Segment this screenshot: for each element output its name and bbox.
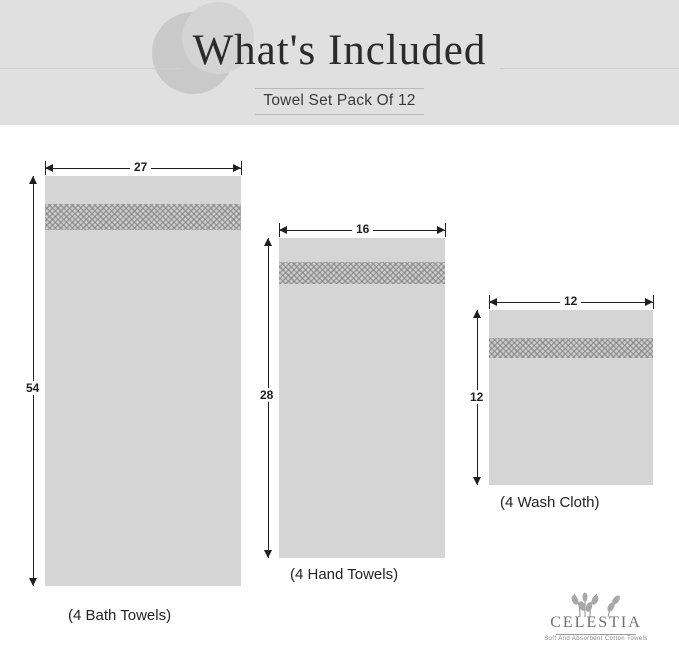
hand-towel-stripe xyxy=(279,262,445,284)
hand-towel-shape xyxy=(279,238,445,558)
bath-width-tick-left xyxy=(45,161,46,175)
brand-logo xyxy=(534,592,658,652)
hand-width-arrow-right-icon xyxy=(437,226,445,234)
bath-height-arrow-down-icon xyxy=(29,578,37,586)
bath-towel-shape xyxy=(45,176,241,586)
page-subtitle: Towel Set Pack Of 12 xyxy=(255,88,423,115)
bath-width-label: 27 xyxy=(130,160,151,174)
brand-rule xyxy=(556,634,636,635)
brand-name: CELESTIA xyxy=(550,614,642,631)
wash-cloth-stripe xyxy=(489,338,653,358)
wash-width-arrow-right-icon xyxy=(645,298,653,306)
hand-width-label: 16 xyxy=(352,222,373,236)
wash-cloth-caption: (4 Wash Cloth) xyxy=(500,494,600,511)
header-band xyxy=(0,0,679,125)
bath-height-arrow-up-icon xyxy=(29,176,37,184)
wash-height-label: 12 xyxy=(466,390,487,404)
wash-width-tick-left xyxy=(489,295,490,309)
brand-tagline: Soft And Absorbent Cotton Towels xyxy=(544,636,648,642)
hand-width-tick-left xyxy=(279,223,280,237)
hand-width-tick-right xyxy=(445,223,446,237)
hand-height-arrow-up-icon xyxy=(264,238,272,246)
hand-width-arrow-left-icon xyxy=(279,226,287,234)
page-subtitle-wrap xyxy=(0,88,679,115)
bath-width-arrow-right-icon xyxy=(233,164,241,172)
bath-towel-stripe xyxy=(45,204,241,230)
bath-towel-caption: (4 Bath Towels) xyxy=(68,607,172,624)
hand-height-arrow-down-icon xyxy=(264,550,272,558)
wash-width-arrow-left-icon xyxy=(489,298,497,306)
hand-height-label: 28 xyxy=(256,388,277,402)
wash-width-label: 12 xyxy=(560,294,581,308)
bath-width-tick-right xyxy=(241,161,242,175)
wash-cloth-shape xyxy=(489,310,653,485)
wash-width-tick-right xyxy=(653,295,654,309)
wash-height-arrow-down-icon xyxy=(473,477,481,485)
bath-width-arrow-left-icon xyxy=(45,164,53,172)
page-title: What's Included xyxy=(192,27,487,74)
hand-towel-caption: (4 Hand Towels) xyxy=(290,566,399,583)
bath-height-label: 54 xyxy=(22,381,43,395)
wash-height-arrow-up-icon xyxy=(473,310,481,318)
